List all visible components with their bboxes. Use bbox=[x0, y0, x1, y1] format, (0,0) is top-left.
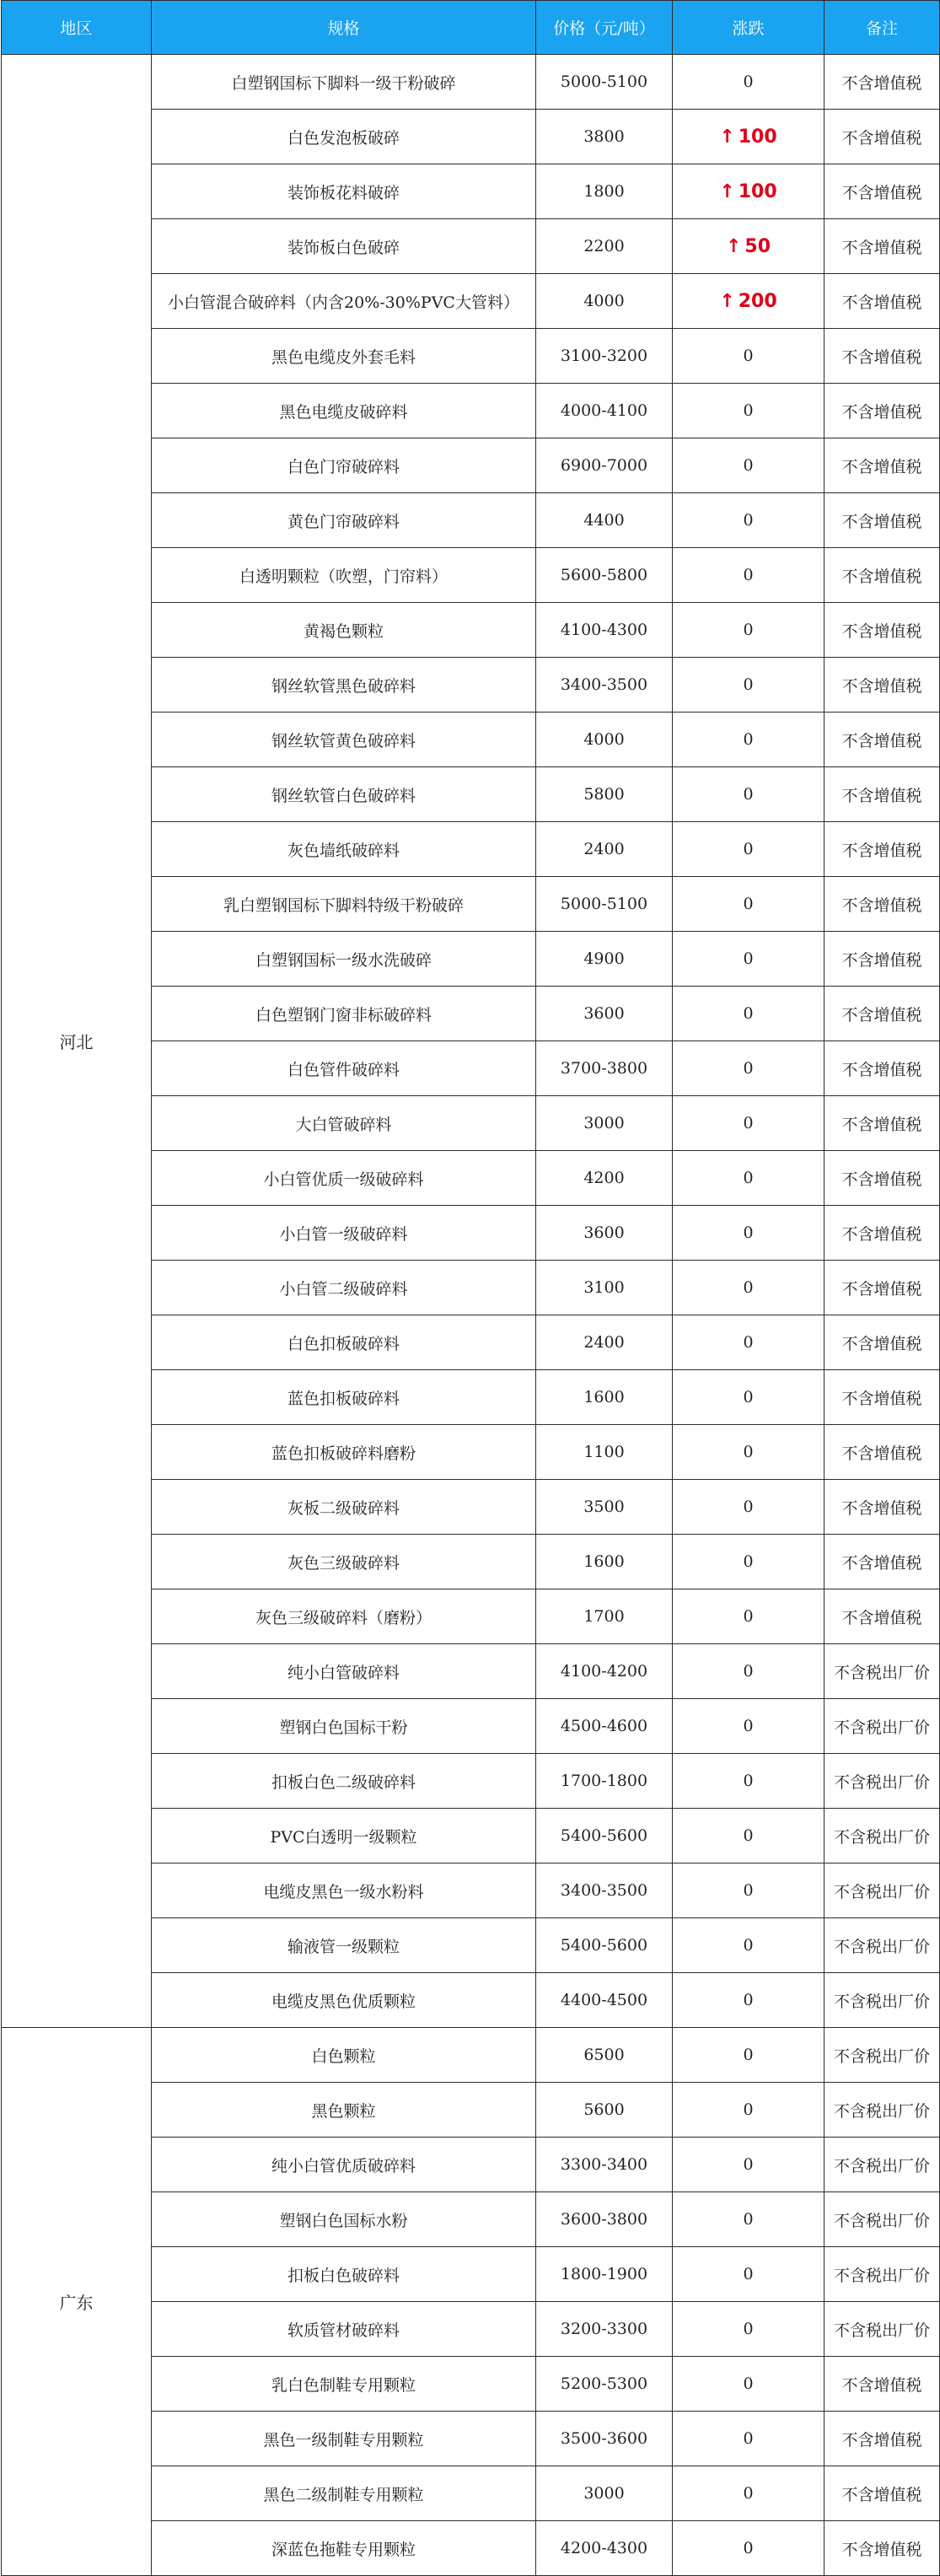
price-cell: 3400-3500 bbox=[536, 658, 673, 713]
spec-cell: 乳白色制鞋专用颗粒 bbox=[152, 2357, 536, 2412]
price-cell: 5000-5100 bbox=[536, 55, 673, 110]
table-body bbox=[2, 55, 940, 2576]
change-cell: 0 bbox=[673, 987, 825, 1041]
spec-cell: 白塑钢国标一级水洗破碎 bbox=[152, 932, 536, 987]
note-cell: 不含税出厂价 bbox=[825, 1863, 940, 1918]
header-note: 备注 bbox=[825, 1, 940, 55]
note-cell: 不含增值税 bbox=[825, 493, 940, 548]
price-cell: 5400-5600 bbox=[536, 1809, 673, 1863]
header-spec: 规格 bbox=[152, 1, 536, 55]
price-cell: 1800-1900 bbox=[536, 2247, 673, 2302]
spec-cell: 蓝色扣板破碎料磨粉 bbox=[152, 1425, 536, 1480]
note-cell: 不含增值税 bbox=[825, 767, 940, 822]
change-value: 50 bbox=[744, 235, 771, 257]
table-row bbox=[2, 2028, 940, 2083]
change-cell: 0 bbox=[673, 2357, 825, 2412]
note-cell: 不含增值税 bbox=[825, 274, 940, 329]
header-region: 地区 bbox=[2, 1, 152, 55]
spec-cell: PVC白透明一级颗粒 bbox=[152, 1809, 536, 1863]
change-value: 100 bbox=[738, 126, 777, 148]
note-cell: 不含增值税 bbox=[825, 329, 940, 384]
spec-cell: 乳白塑钢国标下脚料特级干粉破碎 bbox=[152, 877, 536, 932]
price-cell: 3800 bbox=[536, 110, 673, 164]
price-cell: 1700 bbox=[536, 1589, 673, 1644]
change-cell: 0 bbox=[673, 1151, 825, 1206]
price-cell: 4100-4300 bbox=[536, 603, 673, 658]
change-cell: 0 bbox=[673, 1918, 825, 1973]
note-cell: 不含税出厂价 bbox=[825, 1644, 940, 1699]
price-cell: 6500 bbox=[536, 2028, 673, 2083]
spec-cell: 黑色二级制鞋专用颗粒 bbox=[152, 2466, 536, 2521]
spec-cell: 灰色三级破碎料（磨粉） bbox=[152, 1589, 536, 1644]
change-cell: 0 bbox=[673, 2192, 825, 2247]
change-cell: 0 bbox=[673, 438, 825, 493]
change-cell: 0 bbox=[673, 1480, 825, 1535]
note-cell: 不含增值税 bbox=[825, 1315, 940, 1370]
note-cell: 不含增值税 bbox=[825, 603, 940, 658]
price-cell: 4000 bbox=[536, 713, 673, 767]
note-cell: 不含增值税 bbox=[825, 987, 940, 1041]
price-cell: 2200 bbox=[536, 219, 673, 274]
note-cell: 不含税出厂价 bbox=[825, 1699, 940, 1754]
spec-cell: 软质管材破碎料 bbox=[152, 2302, 536, 2357]
price-cell: 3000 bbox=[536, 2466, 673, 2521]
note-cell: 不含增值税 bbox=[825, 822, 940, 877]
spec-cell: 灰板二级破碎料 bbox=[152, 1480, 536, 1535]
spec-cell: 黄褐色颗粒 bbox=[152, 603, 536, 658]
price-cell: 5600 bbox=[536, 2083, 673, 2138]
change-cell: 0 bbox=[673, 932, 825, 987]
price-cell: 1700-1800 bbox=[536, 1754, 673, 1809]
up-arrow-icon: ↑ bbox=[719, 180, 735, 202]
region-cell: 广东 bbox=[2, 2028, 152, 2576]
change-cell: 0 bbox=[673, 2083, 825, 2138]
spec-cell: 黑色电缆皮外套毛料 bbox=[152, 329, 536, 384]
price-cell: 3400-3500 bbox=[536, 1863, 673, 1918]
spec-cell: 小白管二级破碎料 bbox=[152, 1261, 536, 1315]
change-cell: 0 bbox=[673, 1425, 825, 1480]
spec-cell: 小白管一级破碎料 bbox=[152, 1206, 536, 1261]
note-cell: 不含增值税 bbox=[825, 658, 940, 713]
note-cell: 不含税出厂价 bbox=[825, 1754, 940, 1809]
note-cell: 不含增值税 bbox=[825, 877, 940, 932]
note-cell: 不含增值税 bbox=[825, 1589, 940, 1644]
note-cell: 不含税出厂价 bbox=[825, 1809, 940, 1863]
price-cell: 3700-3800 bbox=[536, 1041, 673, 1096]
note-cell: 不含增值税 bbox=[825, 1151, 940, 1206]
header-change: 涨跌 bbox=[673, 1, 825, 55]
spec-cell: 小白管混合破碎料（内含20%-30%PVC大管料） bbox=[152, 274, 536, 329]
spec-cell: 电缆皮黑色优质颗粒 bbox=[152, 1973, 536, 2028]
price-cell: 3300-3400 bbox=[536, 2138, 673, 2192]
spec-cell: 输液管一级颗粒 bbox=[152, 1918, 536, 1973]
price-table bbox=[1, 0, 940, 2576]
change-cell: 0 bbox=[673, 767, 825, 822]
change-cell: 0 bbox=[673, 1206, 825, 1261]
spec-cell: 小白管优质一级破碎料 bbox=[152, 1151, 536, 1206]
change-cell: 0 bbox=[673, 2302, 825, 2357]
note-cell: 不含税出厂价 bbox=[825, 2138, 940, 2192]
note-cell: 不含增值税 bbox=[825, 219, 940, 274]
note-cell: 不含增值税 bbox=[825, 164, 940, 219]
change-cell: 0 bbox=[673, 1096, 825, 1151]
spec-cell: 扣板白色二级破碎料 bbox=[152, 1754, 536, 1809]
note-cell: 不含税出厂价 bbox=[825, 1918, 940, 1973]
price-cell: 3100-3200 bbox=[536, 329, 673, 384]
spec-cell: 白色扣板破碎料 bbox=[152, 1315, 536, 1370]
change-cell: 0 bbox=[673, 1754, 825, 1809]
note-cell: 不含税出厂价 bbox=[825, 2302, 940, 2357]
note-cell: 不含增值税 bbox=[825, 1041, 940, 1096]
spec-cell: 塑钢白色国标水粉 bbox=[152, 2192, 536, 2247]
note-cell: 不含增值税 bbox=[825, 2466, 940, 2521]
price-cell: 4200 bbox=[536, 1151, 673, 1206]
change-cell: 0 bbox=[673, 713, 825, 767]
spec-cell: 黑色一级制鞋专用颗粒 bbox=[152, 2412, 536, 2466]
price-cell: 4100-4200 bbox=[536, 1644, 673, 1699]
price-cell: 3600-3800 bbox=[536, 2192, 673, 2247]
price-cell: 2400 bbox=[536, 1315, 673, 1370]
header-row bbox=[2, 1, 940, 55]
spec-cell: 装饰板花料破碎 bbox=[152, 164, 536, 219]
price-cell: 4900 bbox=[536, 932, 673, 987]
spec-cell: 白色塑钢门窗非标破碎料 bbox=[152, 987, 536, 1041]
spec-cell: 灰色墙纸破碎料 bbox=[152, 822, 536, 877]
price-cell: 5600-5800 bbox=[536, 548, 673, 603]
note-cell: 不含增值税 bbox=[825, 1425, 940, 1480]
change-cell: 0 bbox=[673, 877, 825, 932]
note-cell: 不含税出厂价 bbox=[825, 1973, 940, 2028]
change-cell: 0 bbox=[673, 822, 825, 877]
note-cell: 不含增值税 bbox=[825, 1096, 940, 1151]
price-cell: 1600 bbox=[536, 1370, 673, 1425]
change-cell: 0 bbox=[673, 1535, 825, 1589]
spec-cell: 蓝色扣板破碎料 bbox=[152, 1370, 536, 1425]
up-arrow-icon: ↑ bbox=[719, 126, 735, 148]
price-cell: 3000 bbox=[536, 1096, 673, 1151]
change-cell: 0 bbox=[673, 2521, 825, 2576]
price-cell: 4000 bbox=[536, 274, 673, 329]
table-row bbox=[2, 55, 940, 110]
price-cell: 3100 bbox=[536, 1261, 673, 1315]
note-cell: 不含增值税 bbox=[825, 1370, 940, 1425]
change-cell: 0 bbox=[673, 493, 825, 548]
change-cell bbox=[673, 274, 825, 329]
change-cell: 0 bbox=[673, 384, 825, 438]
change-cell bbox=[673, 110, 825, 164]
spec-cell: 白色管件破碎料 bbox=[152, 1041, 536, 1096]
spec-cell: 钢丝软管白色破碎料 bbox=[152, 767, 536, 822]
change-cell: 0 bbox=[673, 1370, 825, 1425]
note-cell: 不含增值税 bbox=[825, 384, 940, 438]
change-cell bbox=[673, 164, 825, 219]
price-cell: 3600 bbox=[536, 987, 673, 1041]
change-cell: 0 bbox=[673, 2247, 825, 2302]
spec-cell: 纯小白管破碎料 bbox=[152, 1644, 536, 1699]
spec-cell: 扣板白色破碎料 bbox=[152, 2247, 536, 2302]
price-cell: 2400 bbox=[536, 822, 673, 877]
note-cell: 不含增值税 bbox=[825, 548, 940, 603]
price-cell: 4400 bbox=[536, 493, 673, 548]
change-cell: 0 bbox=[673, 329, 825, 384]
price-cell: 1600 bbox=[536, 1535, 673, 1589]
spec-cell: 白色门帘破碎料 bbox=[152, 438, 536, 493]
header-price: 价格（元/吨） bbox=[536, 1, 673, 55]
note-cell: 不含增值税 bbox=[825, 1261, 940, 1315]
change-cell: 0 bbox=[673, 603, 825, 658]
change-cell: 0 bbox=[673, 2466, 825, 2521]
note-cell: 不含增值税 bbox=[825, 2357, 940, 2412]
change-cell bbox=[673, 219, 825, 274]
change-cell: 0 bbox=[673, 1315, 825, 1370]
price-cell: 5400-5600 bbox=[536, 1918, 673, 1973]
spec-cell: 深蓝色拖鞋专用颗粒 bbox=[152, 2521, 536, 2576]
price-cell: 1800 bbox=[536, 164, 673, 219]
spec-cell: 白塑钢国标下脚料一级干粉破碎 bbox=[152, 55, 536, 110]
price-cell: 5200-5300 bbox=[536, 2357, 673, 2412]
note-cell: 不含税出厂价 bbox=[825, 2192, 940, 2247]
note-cell: 不含税出厂价 bbox=[825, 2247, 940, 2302]
spec-cell: 白色颗粒 bbox=[152, 2028, 536, 2083]
change-cell: 0 bbox=[673, 1973, 825, 2028]
spec-cell: 白透明颗粒（吹塑，门帘料） bbox=[152, 548, 536, 603]
change-cell: 0 bbox=[673, 55, 825, 110]
price-cell: 6900-7000 bbox=[536, 438, 673, 493]
note-cell: 不含增值税 bbox=[825, 2412, 940, 2466]
change-value: 100 bbox=[738, 180, 777, 202]
change-cell: 0 bbox=[673, 1863, 825, 1918]
spec-cell: 大白管破碎料 bbox=[152, 1096, 536, 1151]
note-cell: 不含增值税 bbox=[825, 110, 940, 164]
change-cell: 0 bbox=[673, 1589, 825, 1644]
note-cell: 不含增值税 bbox=[825, 438, 940, 493]
change-cell: 0 bbox=[673, 1041, 825, 1096]
change-cell: 0 bbox=[673, 1261, 825, 1315]
change-cell: 0 bbox=[673, 548, 825, 603]
up-arrow-icon: ↑ bbox=[725, 235, 742, 257]
note-cell: 不含增值税 bbox=[825, 932, 940, 987]
price-cell: 5800 bbox=[536, 767, 673, 822]
price-cell: 4400-4500 bbox=[536, 1973, 673, 2028]
note-cell: 不含税出厂价 bbox=[825, 2028, 940, 2083]
spec-cell: 纯小白管优质破碎料 bbox=[152, 2138, 536, 2192]
note-cell: 不含增值税 bbox=[825, 713, 940, 767]
price-cell: 3200-3300 bbox=[536, 2302, 673, 2357]
price-cell: 3500 bbox=[536, 1480, 673, 1535]
region-cell: 河北 bbox=[2, 55, 152, 2028]
price-cell: 4000-4100 bbox=[536, 384, 673, 438]
change-cell: 0 bbox=[673, 2412, 825, 2466]
note-cell: 不含增值税 bbox=[825, 55, 940, 110]
price-cell: 1100 bbox=[536, 1425, 673, 1480]
change-cell: 0 bbox=[673, 658, 825, 713]
price-cell: 5000-5100 bbox=[536, 877, 673, 932]
change-value: 200 bbox=[738, 290, 777, 312]
spec-cell: 黑色电缆皮破碎料 bbox=[152, 384, 536, 438]
spec-cell: 钢丝软管黑色破碎料 bbox=[152, 658, 536, 713]
spec-cell: 白色发泡板破碎 bbox=[152, 110, 536, 164]
spec-cell: 钢丝软管黄色破碎料 bbox=[152, 713, 536, 767]
up-arrow-icon: ↑ bbox=[719, 290, 735, 312]
spec-cell: 黄色门帘破碎料 bbox=[152, 493, 536, 548]
note-cell: 不含增值税 bbox=[825, 2521, 940, 2576]
change-cell: 0 bbox=[673, 2028, 825, 2083]
price-cell: 3600 bbox=[536, 1206, 673, 1261]
price-cell: 3500-3600 bbox=[536, 2412, 673, 2466]
spec-cell: 灰色三级破碎料 bbox=[152, 1535, 536, 1589]
price-cell: 4500-4600 bbox=[536, 1699, 673, 1754]
spec-cell: 电缆皮黑色一级水粉料 bbox=[152, 1863, 536, 1918]
spec-cell: 装饰板白色破碎 bbox=[152, 219, 536, 274]
change-cell: 0 bbox=[673, 1809, 825, 1863]
note-cell: 不含增值税 bbox=[825, 1206, 940, 1261]
price-cell: 4200-4300 bbox=[536, 2521, 673, 2576]
spec-cell: 黑色颗粒 bbox=[152, 2083, 536, 2138]
change-cell: 0 bbox=[673, 1699, 825, 1754]
note-cell: 不含增值税 bbox=[825, 1480, 940, 1535]
note-cell: 不含税出厂价 bbox=[825, 2083, 940, 2138]
spec-cell: 塑钢白色国标干粉 bbox=[152, 1699, 536, 1754]
change-cell: 0 bbox=[673, 2138, 825, 2192]
note-cell: 不含增值税 bbox=[825, 1535, 940, 1589]
change-cell: 0 bbox=[673, 1644, 825, 1699]
